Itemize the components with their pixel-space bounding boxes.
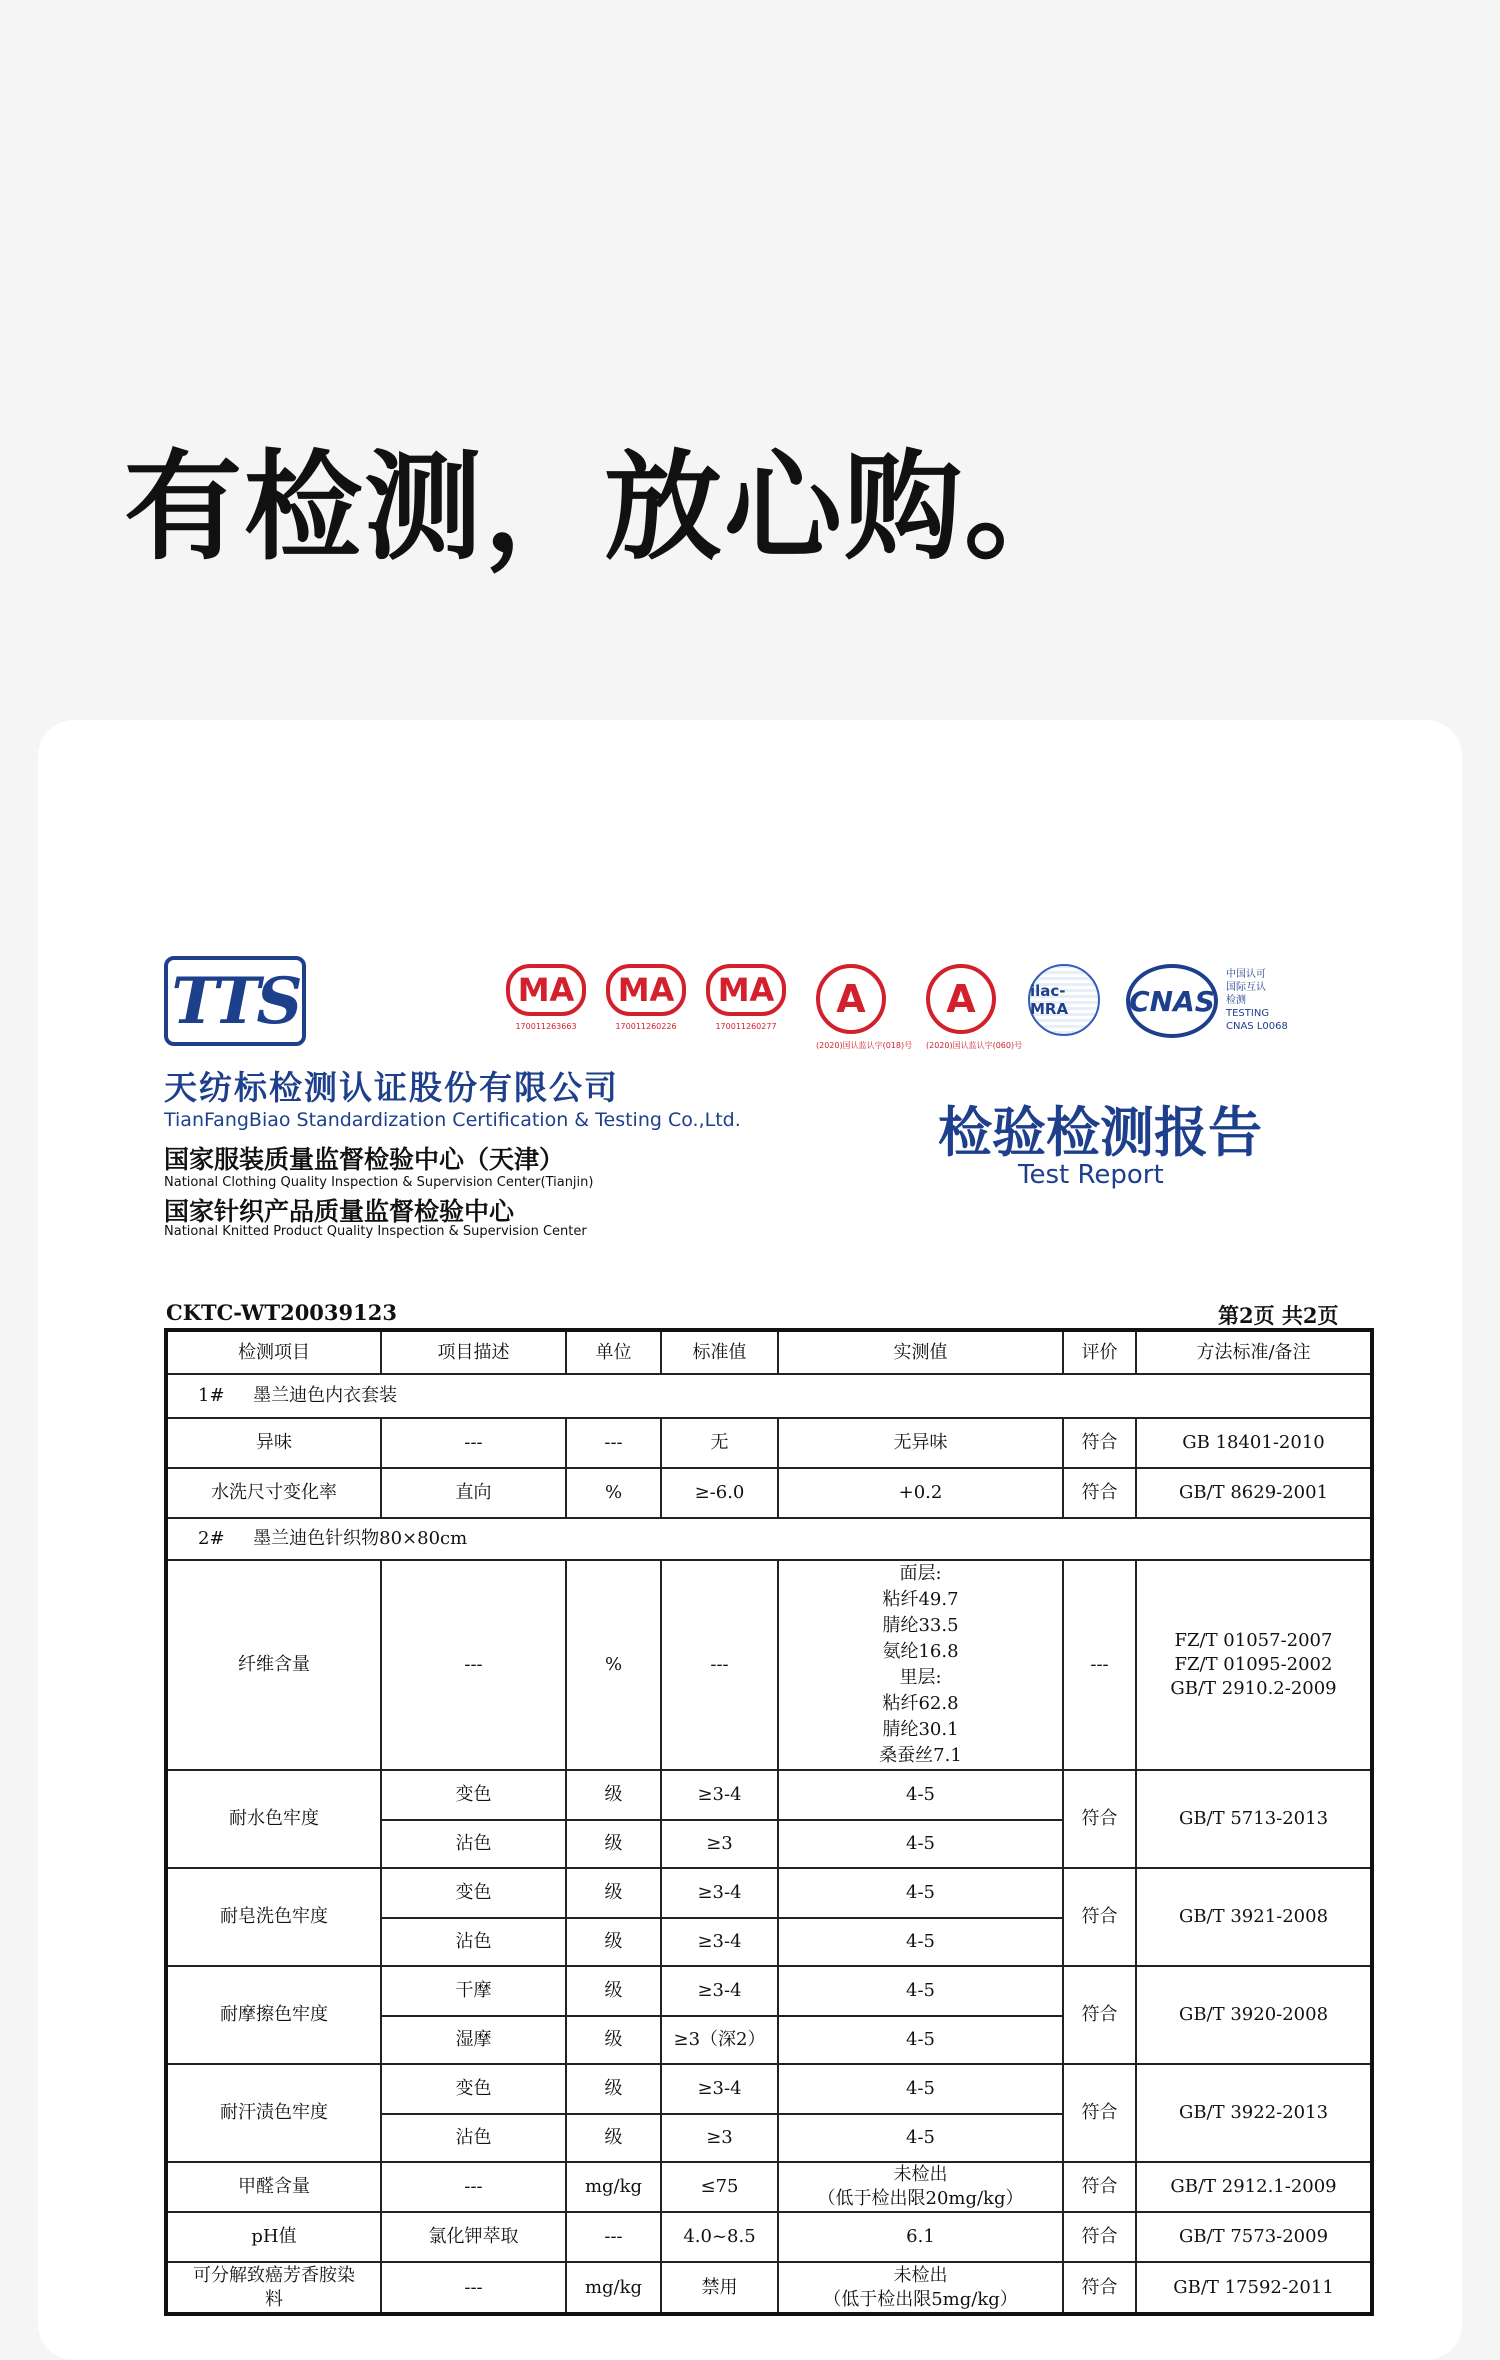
standard-cell: ≥3-4 xyxy=(661,1918,778,1966)
evaluation-cell: 符合 xyxy=(1063,2212,1136,2262)
evaluation-cell: 符合 xyxy=(1063,1868,1136,1966)
measured-cell: +0.2 xyxy=(778,1468,1063,1518)
item-cell: 耐摩擦色牢度 xyxy=(166,1966,381,2064)
standard-cell: ≥3-4 xyxy=(661,1966,778,2016)
sample-row xyxy=(166,1374,1372,1418)
desc-cell: 变色 xyxy=(381,2064,566,2114)
measured-cell: 4-5 xyxy=(778,1868,1063,1918)
table-row xyxy=(166,2064,1372,2114)
standard-cell: 4.0~8.5 xyxy=(661,2212,778,2262)
company-name-cn: 天纺标检测认证股份有限公司 xyxy=(164,1068,619,1107)
standard-cell: ≥3 xyxy=(661,2114,778,2162)
standard-cell: ≥3-4 xyxy=(661,2064,778,2114)
table-row xyxy=(166,1966,1372,2016)
desc-cell: --- xyxy=(381,2162,566,2212)
unit-cell: 级 xyxy=(566,2114,661,2162)
measured-cell: 4-5 xyxy=(778,1966,1063,2016)
desc-cell: 沾色 xyxy=(381,2114,566,2162)
unit-cell: 级 xyxy=(566,2064,661,2114)
method-cell: GB/T 3921-2008 xyxy=(1136,1868,1372,1966)
desc-cell: 沾色 xyxy=(381,1820,566,1868)
table-row xyxy=(166,2212,1372,2262)
evaluation-cell: 符合 xyxy=(1063,1468,1136,1518)
evaluation-cell: 符合 xyxy=(1063,1966,1136,2064)
center1-name-cn: 国家服装质量监督检验中心（天津） xyxy=(164,1145,565,1174)
measured-cell: 4-5 xyxy=(778,1770,1063,1820)
desc-cell: 湿摩 xyxy=(381,2016,566,2064)
report-number: CKTC-WT20039123 xyxy=(166,1300,397,1325)
tts-logo: TTS xyxy=(164,956,306,1046)
cma-seal-1: MA 170011263663 xyxy=(506,964,586,1031)
cnas-icon: CNAS xyxy=(1126,964,1218,1038)
measured-cell: 4-5 xyxy=(778,2064,1063,2114)
evaluation-cell: 符合 xyxy=(1063,1418,1136,1468)
item-cell: 耐水色牢度 xyxy=(166,1770,381,1868)
method-cell: GB/T 5713-2013 xyxy=(1136,1770,1372,1868)
method-cell: GB/T 8629-2001 xyxy=(1136,1468,1372,1518)
evaluation-cell: --- xyxy=(1063,1560,1136,1770)
unit-cell: % xyxy=(566,1468,661,1518)
measured-cell: 4-5 xyxy=(778,1820,1063,1868)
evaluation-cell: 符合 xyxy=(1063,1770,1136,1868)
method-cell: GB/T 2912.1-2009 xyxy=(1136,2162,1372,2212)
table-header-cell: 项目描述 xyxy=(381,1330,566,1374)
standard-cell: ≥3（深2） xyxy=(661,2016,778,2064)
standard-cell: ≥3-4 xyxy=(661,1770,778,1820)
item-cell: 纤维含量 xyxy=(166,1560,381,1770)
desc-cell: --- xyxy=(381,2262,566,2314)
item-cell: 甲醛含量 xyxy=(166,2162,381,2212)
table-header-cell: 方法标准/备注 xyxy=(1136,1330,1372,1374)
item-cell: 异味 xyxy=(166,1418,381,1468)
table-row xyxy=(166,1468,1372,1518)
desc-cell: 变色 xyxy=(381,1770,566,1820)
table-header-cell: 实测值 xyxy=(778,1330,1063,1374)
table-header-row xyxy=(166,1330,1372,1374)
unit-cell: mg/kg xyxy=(566,2262,661,2314)
standard-cell: ≥3 xyxy=(661,1820,778,1868)
unit-cell: --- xyxy=(566,1418,661,1468)
evaluation-cell: 符合 xyxy=(1063,2262,1136,2314)
measured-cell: 面层: 粘纤49.7 腈纶33.5 氨纶16.8 里层: 粘纤62.8 腈纶30.1 桑蚕丝7.1 xyxy=(778,1560,1063,1770)
report-card xyxy=(38,720,1462,2360)
standard-cell: 禁用 xyxy=(661,2262,778,2314)
measured-cell: 4-5 xyxy=(778,2016,1063,2064)
measured-cell: 6.1 xyxy=(778,2212,1063,2262)
page-indicator: 第2页 共2页 xyxy=(1218,1303,1339,1328)
unit-cell: 级 xyxy=(566,1868,661,1918)
evaluation-cell: 符合 xyxy=(1063,2162,1136,2212)
evaluation-cell: 符合 xyxy=(1063,2064,1136,2162)
table-header-cell: 评价 xyxy=(1063,1330,1136,1374)
standard-cell: ≥-6.0 xyxy=(661,1468,778,1518)
measured-cell: 无异味 xyxy=(778,1418,1063,1468)
standard-cell: ≥3-4 xyxy=(661,1868,778,1918)
unit-cell: --- xyxy=(566,2212,661,2262)
measured-cell: 未检出 （低于检出限20mg/kg） xyxy=(778,2162,1063,2212)
item-cell: 可分解致癌芳香胺染 料 xyxy=(166,2262,381,2314)
table-row xyxy=(166,1868,1372,1918)
unit-cell: 级 xyxy=(566,2016,661,2064)
item-cell: 耐皂洗色牢度 xyxy=(166,1868,381,1966)
method-cell: FZ/T 01057-2007 FZ/T 01095-2002 GB/T 2910.2-2009 xyxy=(1136,1560,1372,1770)
item-cell: pH值 xyxy=(166,2212,381,2262)
method-cell: GB/T 3922-2013 xyxy=(1136,2064,1372,2162)
table-header-cell: 检测项目 xyxy=(166,1330,381,1374)
item-cell: 耐汗渍色牢度 xyxy=(166,2064,381,2162)
unit-cell: 级 xyxy=(566,1770,661,1820)
sample-label: 1# 墨兰迪色内衣套装 xyxy=(166,1374,1372,1418)
cal-seal-1: A (2020)国认监认字(018)号 xyxy=(816,964,912,1051)
table-row xyxy=(166,1560,1372,1770)
table-row xyxy=(166,2162,1372,2212)
center1-name-en: National Clothing Quality Inspection & Supervision Center(Tianjin) xyxy=(164,1175,594,1190)
sample-row xyxy=(166,1518,1372,1560)
cma-seal-2: MA 170011260226 xyxy=(606,964,686,1031)
standard-cell: --- xyxy=(661,1560,778,1770)
table-header-cell: 标准值 xyxy=(661,1330,778,1374)
desc-cell: --- xyxy=(381,1560,566,1770)
center2-name-cn: 国家针织产品质量监督检验中心 xyxy=(164,1197,515,1226)
report-title-en: Test Report xyxy=(1018,1160,1164,1190)
unit-cell: 级 xyxy=(566,1966,661,2016)
desc-cell: --- xyxy=(381,1418,566,1468)
unit-cell: 级 xyxy=(566,1820,661,1868)
desc-cell: 变色 xyxy=(381,1868,566,1918)
measured-cell: 4-5 xyxy=(778,1918,1063,1966)
method-cell: GB/T 7573-2009 xyxy=(1136,2212,1372,2262)
table-header-cell: 单位 xyxy=(566,1330,661,1374)
measured-cell: 未检出 （低于检出限5mg/kg） xyxy=(778,2262,1063,2314)
center2-name-en: National Knitted Product Quality Inspection & Supervision Center xyxy=(164,1224,587,1239)
unit-cell: mg/kg xyxy=(566,2162,661,2212)
company-name-en: TianFangBiao Standardization Certification & Testing Co.,Ltd. xyxy=(164,1109,741,1131)
method-cell: GB/T 3920-2008 xyxy=(1136,1966,1372,2064)
method-cell: GB/T 17592-2011 xyxy=(1136,2262,1372,2314)
desc-cell: 直向 xyxy=(381,1468,566,1518)
measured-cell: 4-5 xyxy=(778,2114,1063,2162)
cma-seal-3: MA 170011260277 xyxy=(706,964,786,1031)
standard-cell: ≤75 xyxy=(661,2162,778,2212)
test-results-table xyxy=(164,1328,1374,2316)
cnas-caption: 中国认可 国际互认 检测 TESTING CNAS L0068 xyxy=(1226,969,1288,1032)
ilac-mra-icon: ilac-MRA xyxy=(1028,964,1100,1036)
method-cell: GB 18401-2010 xyxy=(1136,1418,1372,1468)
desc-cell: 沾色 xyxy=(381,1918,566,1966)
unit-cell: % xyxy=(566,1560,661,1770)
table-row xyxy=(166,1418,1372,1468)
item-cell: 水洗尺寸变化率 xyxy=(166,1468,381,1518)
report-title-cn: 检验检测报告 xyxy=(938,1100,1262,1164)
page-headline: 有检测，放心购。 xyxy=(124,438,1085,576)
cal-seal-2: A (2020)国认监认字(060)号 xyxy=(926,964,1022,1051)
standard-cell: 无 xyxy=(661,1418,778,1468)
sample-label: 2# 墨兰迪色针织物80×80cm xyxy=(166,1518,1372,1560)
unit-cell: 级 xyxy=(566,1918,661,1966)
table-row xyxy=(166,2262,1372,2314)
table-row xyxy=(166,1770,1372,1820)
desc-cell: 氯化钾萃取 xyxy=(381,2212,566,2262)
desc-cell: 干摩 xyxy=(381,1966,566,2016)
